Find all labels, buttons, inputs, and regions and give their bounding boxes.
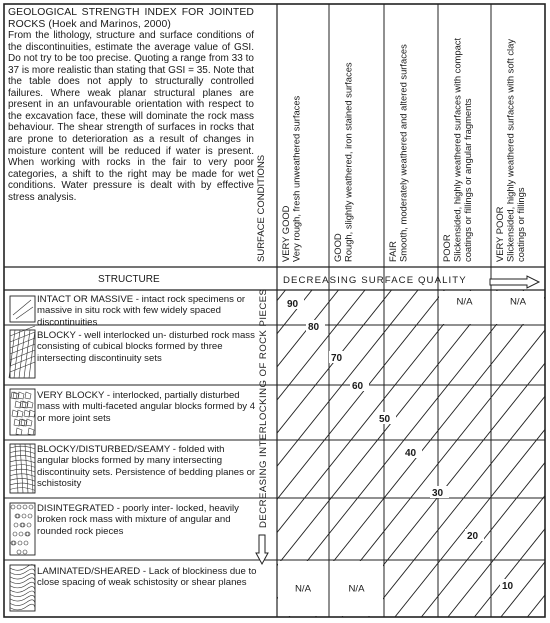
surface-column-desc: coatings or fillings (515, 187, 526, 262)
structure-row-text: - Lack of blockiness due to close spacing of weak schistosity or shear planes (37, 566, 257, 589)
structure-row-desc (37, 444, 259, 490)
structure-row-text: - folded with angular blocks formed by many intersecting discontinuity sets. Persistence of bedding planes or schistosity (37, 444, 256, 490)
intro-description: From the lithology, structure and surface conditions of the discontinuities, estimate the average value of GSI. Do not try to be too precise. Quoting a range from 33 to 37 is more realistic than stating that GSI = 35. Note that the table does not apply to structurally controlled failures. Where weak planar structural planes are present in an unfavourable orientation with respect to the excavation face, these will dominate the rock mass behaviour. The shear strength of surfaces in rocks that are prone to deterioration as a result of changes in moisture content will be reduced if water is present. When working with rocks in the fair to very poor categories, a shift to the right may be made for wet conditions. Water pressure is dealt with by effective stress analysis. (8, 30, 254, 203)
surface-column-desc: Rough, slightly weathered, iron stained surfaces (342, 62, 354, 262)
na-label: N/A (456, 296, 473, 308)
na-mask (278, 561, 383, 616)
surface-column-name: VERY GOOD (280, 205, 291, 262)
surface-column-header (280, 95, 302, 262)
structure-row-text: - poorly inter- locked, heavily broken rock mass with mixture of angular and rounded rock pieces (37, 503, 239, 537)
structure-sketch-icon (10, 444, 35, 493)
na-label: N/A (295, 583, 311, 595)
contour-line (236, 50, 550, 623)
structure-sketch-icon (10, 565, 35, 611)
contour-line (342, 50, 550, 623)
right-arrow-icon (490, 276, 539, 288)
surface-column-desc: coatings or fillings or angular fragments (462, 98, 473, 262)
gsi-value-20: 20 (467, 531, 479, 542)
surface-column-desc: Smooth, moderately weathered and altered surfaces (397, 44, 409, 262)
surface-column-desc: Very rough, fresh unweathered surfaces (290, 95, 302, 262)
structure-row-name: BLOCKY (37, 330, 76, 341)
structure-row-name: LAMINATED/SHEARED (37, 566, 141, 577)
structure-sketch-icon (10, 503, 35, 555)
chart-title: GEOLOGICAL STRENGTH INDEX FOR JOINTED ROCKS (Hoek and Marinos, 2000) (8, 7, 254, 30)
structure-row-desc (37, 566, 259, 589)
structure-row-desc (37, 503, 259, 537)
na-label: N/A (348, 583, 365, 595)
surface-column-header (387, 44, 409, 262)
surface-column-header (441, 38, 473, 262)
structure-row-text: - interlocked, partially disturbed mass with multi-faceted angular blocks formed by 4 or more joint sets (37, 390, 256, 424)
na-label: N/A (510, 296, 526, 308)
decreasing-surface-quality-label: DECREASING SURFACE QUALITY (283, 275, 467, 286)
structure-row-name: BLOCKY/DISTURBED/SEAMY (37, 444, 171, 455)
structure-row-name: DISINTEGRATED (37, 503, 115, 514)
gsi-value-90: 90 (287, 299, 299, 310)
gsi-value-70: 70 (331, 353, 343, 364)
structure-row-desc (37, 294, 259, 328)
na-cells (295, 297, 527, 595)
decreasing-interlocking-label: DECREASING INTERLOCKING OF ROCK PIECES (258, 288, 269, 528)
structure-sketch-icon (9, 326, 35, 378)
structure-row-text: - well interlocked un- disturbed rock mass consisting of cubical blocks formed by three intersecting discontinuity sets (37, 330, 255, 364)
structure-header: STRUCTURE (98, 274, 160, 285)
structure-sketch-icon (10, 296, 35, 322)
gsi-value-40: 40 (405, 448, 417, 459)
gsi-value-80: 80 (308, 322, 320, 333)
surface-column-header (494, 39, 526, 262)
gsi-contour-labels (285, 297, 519, 592)
surface-column-name: GOOD (332, 233, 343, 262)
gsi-value-50: 50 (379, 414, 391, 425)
structure-row-text: - intact rock specimens or massive in situ rock with few widely spaced discontinuities (37, 294, 246, 328)
structure-row-name: VERY BLOCKY (37, 390, 105, 401)
surface-conditions-label: SURFACE CONDITIONS (256, 154, 267, 262)
surface-column-header (332, 62, 354, 262)
surface-column-name: POOR (441, 234, 452, 262)
structure-sketches (9, 296, 35, 611)
structure-row-desc (37, 390, 259, 424)
surface-column-desc: Slickensided, highly weathered surfaces with compact (451, 37, 463, 262)
structure-row-desc (37, 330, 259, 364)
gsi-value-10: 10 (502, 581, 514, 592)
surface-column-name: FAIR (387, 241, 398, 262)
gsi-value-30: 30 (432, 488, 444, 499)
surface-column-headers (280, 38, 526, 262)
surface-column-name: VERY POOR (494, 206, 505, 262)
structure-sketch-icon (10, 389, 35, 435)
surface-column-desc: Slickensided, highly weathered surfaces with soft clay (504, 38, 516, 262)
structure-row-name: INTACT OR MASSIVE (37, 294, 134, 305)
gsi-value-60: 60 (352, 381, 364, 392)
